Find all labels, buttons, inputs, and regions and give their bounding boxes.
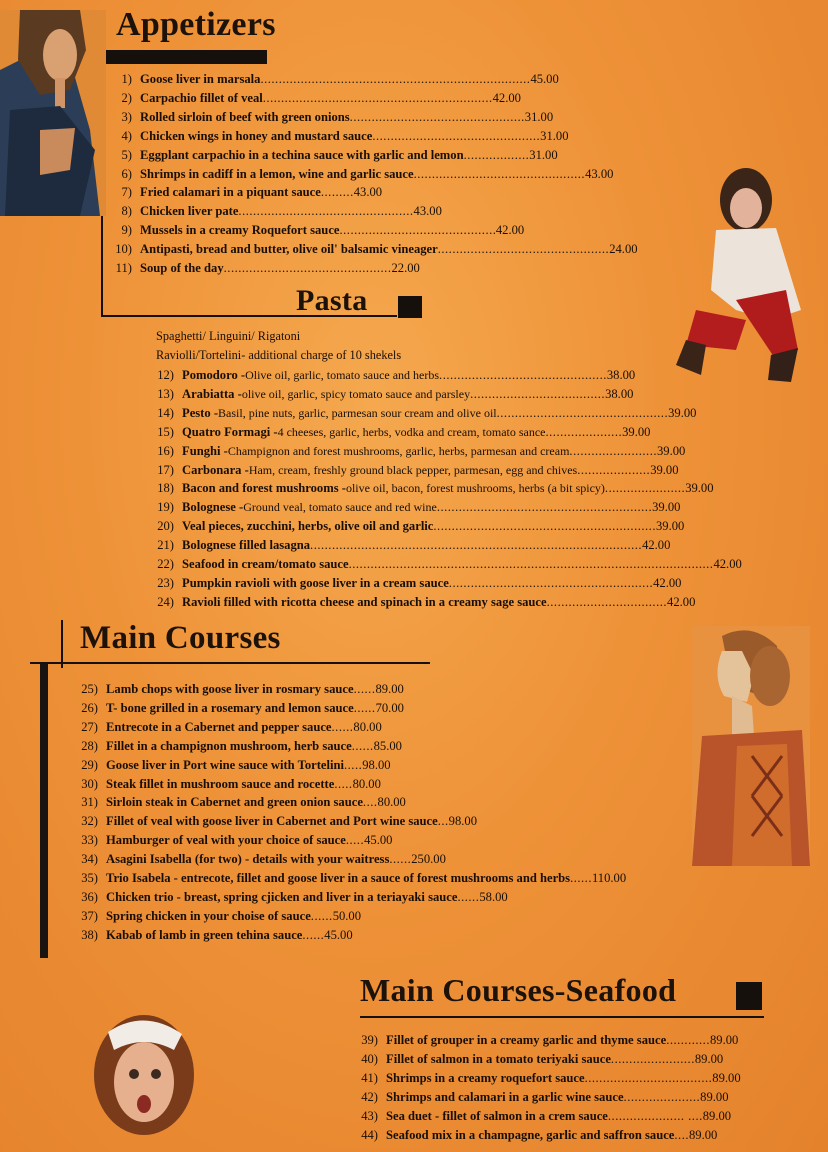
menu-item <box>350 1069 741 1088</box>
menu-item-leader: .............................................. <box>223 261 392 276</box>
menu-item-leader: ...... <box>302 927 325 942</box>
menu-item-price: 38.00 <box>605 386 634 401</box>
menu-item-number: 2) <box>121 90 132 105</box>
menu-item <box>104 240 638 259</box>
menu-item-price: 98.00 <box>448 814 478 829</box>
menu-item <box>146 385 742 404</box>
menu-item-number: 40) <box>361 1051 378 1066</box>
menu-item <box>104 89 638 108</box>
menu-item-price: 31.00 <box>524 109 554 124</box>
menu-item-name: Pomodoro - <box>182 368 246 382</box>
menu-item <box>104 146 638 165</box>
menu-item-name: Bolognese filled lasagna <box>182 538 311 553</box>
menu-item-leader: ................................... <box>584 1070 713 1085</box>
menu-item-price: 45.00 <box>364 833 393 848</box>
menu-item-price: 250.00 <box>411 852 446 867</box>
menu-item-number: 24) <box>157 594 174 609</box>
menu-item-number: 4) <box>121 128 132 143</box>
menu-item-number: 31) <box>81 795 98 810</box>
menu-item-number: 16) <box>157 443 174 458</box>
menu-item-number: 27) <box>81 719 98 734</box>
menu-item-number: 23) <box>157 575 174 590</box>
menu-item-name: Shrimps in cadiff in a lemon, wine and garlic sauce <box>140 166 414 181</box>
menu-item-name: Sirloin steak in Cabernet and green onion sauce <box>106 795 363 810</box>
menu-item <box>104 259 638 278</box>
menu-item-description: 4 cheeses, garlic, herbs, vodka and cream, tomato sance <box>277 424 546 439</box>
menu-item-description: Champignon and forest mushrooms, garlic, herbs, parmesan and cream <box>227 443 570 458</box>
seafood-underline <box>360 1016 764 1018</box>
menu-item-price: 39.00 <box>656 443 686 458</box>
menu-item-number: 36) <box>81 889 98 904</box>
menu-item-name: Shrimps in a creamy roquefort sauce <box>386 1070 585 1085</box>
menu-item <box>70 699 626 718</box>
menu-item-leader: ........................ <box>569 443 657 458</box>
menu-item-price: 45.00 <box>324 927 353 942</box>
main-courses-title: Main Courses <box>80 620 281 656</box>
menu-item-price: 42.00 <box>713 557 742 572</box>
menu-item-price: 43.00 <box>353 185 383 200</box>
menu-item-name: Chicken liver pate <box>140 204 239 219</box>
menu-item-price: 89.00 <box>712 1070 741 1085</box>
menu-item-leader: ............................................... <box>496 405 669 420</box>
menu-item-name: Steak fillet in mushroom sauce and rocette <box>106 776 335 791</box>
menu-item <box>350 1126 741 1145</box>
menu-item-number: 10) <box>115 242 132 257</box>
menu-item-number: 13) <box>157 386 174 401</box>
menu-item-name: Carbonara - <box>182 462 249 477</box>
menu-item-price: 89.00 <box>688 1127 718 1142</box>
menu-item <box>104 183 638 202</box>
menu-item-leader: ............................................................. <box>433 519 656 534</box>
menu-item-number: 43) <box>361 1108 378 1123</box>
menu-item-name: Veal pieces, zucchini, herbs, olive oil and garlic <box>182 519 434 534</box>
menu-item-price: 31.00 <box>540 128 569 143</box>
menu-item-number: 33) <box>81 833 98 848</box>
menu-item-price: 42.00 <box>653 575 682 590</box>
menu-item <box>104 127 638 146</box>
menu-item-name: Fried calamari in a piquant sauce <box>140 185 321 200</box>
main-title-rule <box>61 620 63 668</box>
menu-item-leader: ............................................................... <box>262 90 493 105</box>
menu-item <box>146 574 742 593</box>
menu-item-leader: ..... <box>344 757 363 772</box>
menu-item <box>104 165 638 184</box>
menu-item-leader: ..................................... <box>470 386 606 401</box>
menu-item-name: Trio Isabela - entrecote, fillet and goose liver in a sauce of forest mushrooms and herbs <box>106 871 571 886</box>
main-courses-underline <box>30 662 430 664</box>
menu-item <box>104 202 638 221</box>
menu-item-name: Antipasti, bread and butter, olive oil' balsamic vineager <box>140 242 438 257</box>
menu-item-price: 80.00 <box>377 795 406 810</box>
menu-item-name: Eggplant carpachio in a techina sauce with garlic and lemon <box>140 147 464 162</box>
menu-item-name: Fillet of grouper in a creamy garlic and thyme sauce <box>386 1033 667 1047</box>
menu-item-leader: .... <box>362 795 378 810</box>
menu-item-name: Goose liver in Port wine sauce with Tortelini <box>106 757 344 772</box>
menu-item-leader: ....................... <box>610 1051 695 1066</box>
menu-item-leader: .......................................... <box>339 223 493 238</box>
menu-item-number: 3) <box>121 109 132 124</box>
menu-item-leader: ............................................... <box>437 242 610 257</box>
menu-item-number: 19) <box>157 500 174 515</box>
menu-item-price: 80.00 <box>353 719 382 734</box>
menu-item-number: 22) <box>157 557 174 572</box>
menu-item-number: 12) <box>157 368 174 382</box>
seafood-title-square <box>736 982 762 1010</box>
menu-item <box>350 1107 741 1126</box>
menu-item-name: Seafood mix in a champagne, garlic and saffron sauce <box>386 1127 675 1142</box>
menu-item-price: 38.00 <box>606 368 636 382</box>
menu-item-price: 45.00 <box>530 72 559 86</box>
menu-item <box>70 737 626 756</box>
menu-item-leader: .......................................................................... <box>260 72 531 86</box>
main-courses-thick-rule <box>40 664 48 958</box>
menu-item <box>104 70 638 89</box>
appetizers-list <box>104 70 638 278</box>
menu-item-price: 89.00 <box>375 682 404 696</box>
menu-item-number: 38) <box>81 927 98 942</box>
menu-item <box>70 775 626 794</box>
menu-item-price: 43.00 <box>413 204 442 219</box>
menu-item-name: Pumpkin ravioli with goose liver in a cream sauce <box>182 575 449 590</box>
menu-item-price: 39.00 <box>622 424 651 439</box>
menu-item-name: Quatro Formagi - <box>182 424 278 439</box>
menu-item-name: Entrecote in a Cabernet and pepper sauce <box>106 719 332 734</box>
menu-item-price: 110.00 <box>591 871 627 886</box>
menu-item-price: 39.00 <box>668 405 697 420</box>
menu-item <box>70 793 626 812</box>
pasta-title-square <box>398 296 422 318</box>
menu-item-leader: .................... <box>577 462 651 477</box>
menu-item-name: Funghi - <box>182 443 228 458</box>
menu-item-number: 5) <box>121 147 132 162</box>
menu-item-name: Carpachio fillet of veal <box>140 90 263 105</box>
menu-item <box>146 555 742 574</box>
menu-item-number: 26) <box>81 700 98 715</box>
menu-item-price: 89.00 <box>702 1108 732 1123</box>
menu-item <box>104 221 638 240</box>
menu-item-price: 89.00 <box>709 1033 739 1047</box>
seafood-list <box>350 1031 741 1144</box>
menu-item-number: 8) <box>121 204 132 219</box>
menu-item-number: 21) <box>157 538 174 553</box>
menu-item-leader: ...... <box>310 908 333 923</box>
menu-item <box>70 756 626 775</box>
menu-item-name: Chicken trio - breast, spring cjicken and liver in a teriayaki sauce <box>106 889 458 904</box>
menu-item-leader: ...... <box>351 738 374 753</box>
menu-item-leader: ...... <box>389 852 412 867</box>
menu-item-leader: ........................................................................................... <box>310 538 643 553</box>
seafood-title: Main Courses-Seafood <box>360 972 677 1008</box>
menu-item <box>70 907 626 926</box>
menu-item-leader: ...... <box>353 682 376 696</box>
menu-item-name: Bacon and forest mushrooms - <box>182 481 346 496</box>
menu-item-price: 42.00 <box>492 90 521 105</box>
menu-item <box>146 536 742 555</box>
menu-item-name: Kabab of lamb in green tehina sauce <box>106 927 303 942</box>
menu-item-name: Bolognese - <box>182 500 244 515</box>
menu-item-number: 44) <box>361 1127 378 1142</box>
menu-item-price: 39.00 <box>652 500 681 515</box>
menu-item-leader: ................................................ <box>349 109 525 124</box>
menu-item-number: 42) <box>361 1089 378 1104</box>
menu-item <box>70 869 626 888</box>
menu-item-price: 39.00 <box>655 519 685 534</box>
menu-item-number: 37) <box>81 908 98 923</box>
menu-item-number: 15) <box>157 424 174 439</box>
appetizers-title: Appetizers <box>116 6 276 43</box>
menu-item <box>70 718 626 737</box>
menu-item-name: Arabiatta - <box>182 386 242 401</box>
menu-item-price: .42.00 <box>492 223 525 238</box>
menu-item <box>146 498 742 517</box>
menu-item-name: Pesto - <box>182 405 219 420</box>
menu-item-number: 9) <box>121 223 132 238</box>
menu-item-leader: ............ <box>666 1033 710 1047</box>
menu-item-leader: ..................... .... <box>607 1108 703 1123</box>
menu-item <box>146 423 742 442</box>
menu-item-leader: ...... <box>331 719 354 734</box>
menu-item <box>350 1031 741 1050</box>
menu-item-leader: ........................................................... <box>436 500 653 515</box>
menu-item-price: 39.00 <box>650 462 679 477</box>
menu-item <box>146 442 742 461</box>
menu-item <box>146 404 742 423</box>
menu-item-name: Shrimps and calamari in a garlic wine sauce <box>386 1089 624 1104</box>
menu-item <box>70 926 626 945</box>
modigliani-portrait-image <box>0 10 106 216</box>
menu-item-name: Chicken wings in honey and mustard sauce <box>140 128 373 143</box>
menu-item-leader: .............................................. <box>439 368 607 382</box>
menu-item-price: 50.00 <box>332 908 362 923</box>
menu-item-description: Basil, pine nuts, garlic, parmesan sour cream and olive oil <box>218 405 497 420</box>
menu-item-leader: ......... <box>320 185 354 200</box>
menu-item <box>146 479 742 498</box>
menu-item-leader: .................................................................................................... <box>348 557 714 572</box>
menu-item-leader: ...... <box>353 700 376 715</box>
menu-item-number: 1) <box>121 72 132 86</box>
menu-item-number: 25) <box>81 682 98 696</box>
menu-item-leader: ................................................ <box>238 204 414 219</box>
menu-item <box>70 680 626 699</box>
menu-item-name: T- bone grilled in a rosemary and lemon sauce <box>106 700 354 715</box>
menu-item <box>146 593 742 612</box>
menu-item <box>104 108 638 127</box>
menu-item-leader: ..................... <box>623 1089 701 1104</box>
menu-item-number: 34) <box>81 852 98 867</box>
menu-item <box>70 888 626 907</box>
menu-item-leader: .................. <box>463 147 530 162</box>
menu-item-name: Goose liver in marsala <box>140 72 261 86</box>
menu-item <box>70 831 626 850</box>
pasta-title: Pasta <box>296 284 368 317</box>
menu-item-leader: ...................... <box>604 481 686 496</box>
menu-item-number: 28) <box>81 738 98 753</box>
menu-item-price: 42.00 <box>667 594 696 609</box>
menu-item-number: 17) <box>157 462 174 477</box>
menu-item-description: Olive oil, garlic, tomato sauce and herbs <box>245 368 440 382</box>
appetizers-title-bar <box>101 50 267 64</box>
menu-item-number: 7) <box>121 185 132 200</box>
menu-item-name: Rolled sirloin of beef with green onions <box>140 109 350 124</box>
seated-woman-image <box>676 160 806 386</box>
menu-item-number: 18) <box>157 481 174 496</box>
menu-item-price: 85.00 <box>373 738 402 753</box>
pasta-note-shapes: Spaghetti/ Linguini/ Rigatoni <box>156 329 301 343</box>
menu-item-price: 70.00 <box>375 700 404 715</box>
menu-item-description: Ham, cream, freshly ground black pepper, parmesan, egg and chives <box>248 462 578 477</box>
menu-item-number: 29) <box>81 757 98 772</box>
menu-item-name: Hamburger of veal with your choice of sauce <box>106 833 346 848</box>
menu-item-price: 43.00 <box>585 166 614 181</box>
menu-item-price: 24.00 <box>609 242 638 257</box>
menu-item-leader: ..... <box>345 833 365 848</box>
menu-item-price: 98.00 <box>362 757 391 772</box>
menu-item-number: 20) <box>157 519 174 534</box>
menu-item-name: Mussels in a creamy Roquefort sauce <box>140 223 340 238</box>
menu-item-name: Asagini Isabella (for two) - details with your waitress <box>106 852 390 867</box>
menu-item-leader: ... <box>437 814 449 829</box>
menu-item-price: 42.00 <box>642 538 671 553</box>
menu-item-name: Seafood in cream/tomato sauce <box>182 557 349 572</box>
menu-item-price: 22.00 <box>391 261 420 276</box>
menu-item-price: 80.00 <box>352 776 381 791</box>
renaissance-portrait-image <box>692 626 810 866</box>
menu-item-leader: ..................... <box>545 424 623 439</box>
menu-item-price: 39.00 <box>685 481 714 496</box>
menu-item-leader: ...... <box>570 871 592 886</box>
menu-item <box>146 461 742 480</box>
menu-item-number: 39) <box>361 1033 378 1047</box>
menu-item-leader: ..... <box>334 776 353 791</box>
menu-item-description: olive oil, bacon, forest mushrooms, herbs (a bit spicy) <box>345 481 605 496</box>
menu-item <box>350 1088 741 1107</box>
menu-item-price: 31.00 <box>529 147 558 162</box>
menu-item-leader: .............................................. <box>372 128 541 143</box>
menu-item-description: olive oil, garlic, spicy tomato sauce and parsley <box>241 386 471 401</box>
menu-item-leader: ...... <box>457 889 480 904</box>
menu-item <box>146 517 742 536</box>
menu-item-description: Ground veal, tomato sauce and red wine <box>243 500 437 515</box>
menu-item-name: Fillet of veal with goose liver in Cabernet and Port wine sauce <box>106 814 438 829</box>
menu-item-name: Fillet of salmon in a tomato teriyaki sauce <box>386 1051 611 1066</box>
menu-item-leader: ........................................................ <box>448 575 654 590</box>
menu-item-number: 32) <box>81 814 98 829</box>
pasta-note-stuffed: Raviolli/Tortelini- additional charge of 10 shekels <box>156 348 402 362</box>
menu-item <box>146 366 742 385</box>
menu-item-number: 11) <box>115 261 132 276</box>
surprised-woman-image <box>90 1012 198 1138</box>
menu-item-name: Lamb chops with goose liver in rosmary sauce <box>106 682 354 696</box>
menu-item-number: 35) <box>81 871 98 886</box>
menu-item <box>70 812 626 831</box>
pasta-list <box>146 366 742 612</box>
main-courses-list <box>70 680 626 945</box>
menu-item-number: 30) <box>81 776 98 791</box>
menu-item-name: Fillet in a champignon mushroom, herb sauce <box>106 738 352 753</box>
menu-item-name: Sea duet - fillet of salmon in a crem sauce <box>386 1108 608 1123</box>
menu-item-number: 41) <box>361 1070 378 1085</box>
menu-item <box>350 1050 741 1069</box>
menu-item-number: 6) <box>121 166 132 181</box>
menu-item <box>70 850 626 869</box>
menu-item-leader: ............................................... <box>413 166 586 181</box>
menu-item-number: 14) <box>157 405 174 420</box>
menu-item-name: Soup of the day <box>140 261 224 276</box>
menu-item-name: Ravioli filled with ricotta cheese and spinach in a creamy sage sauce <box>182 594 547 609</box>
menu-item-name: Spring chicken in your choise of sauce <box>106 908 311 923</box>
menu-item-leader: ................................. <box>546 594 668 609</box>
menu-item-leader: .... <box>674 1127 689 1142</box>
menu-item-price: 89.00 <box>700 1089 729 1104</box>
menu-item-price: 89.00 <box>694 1051 724 1066</box>
menu-item-price: 58.00 <box>479 889 508 904</box>
